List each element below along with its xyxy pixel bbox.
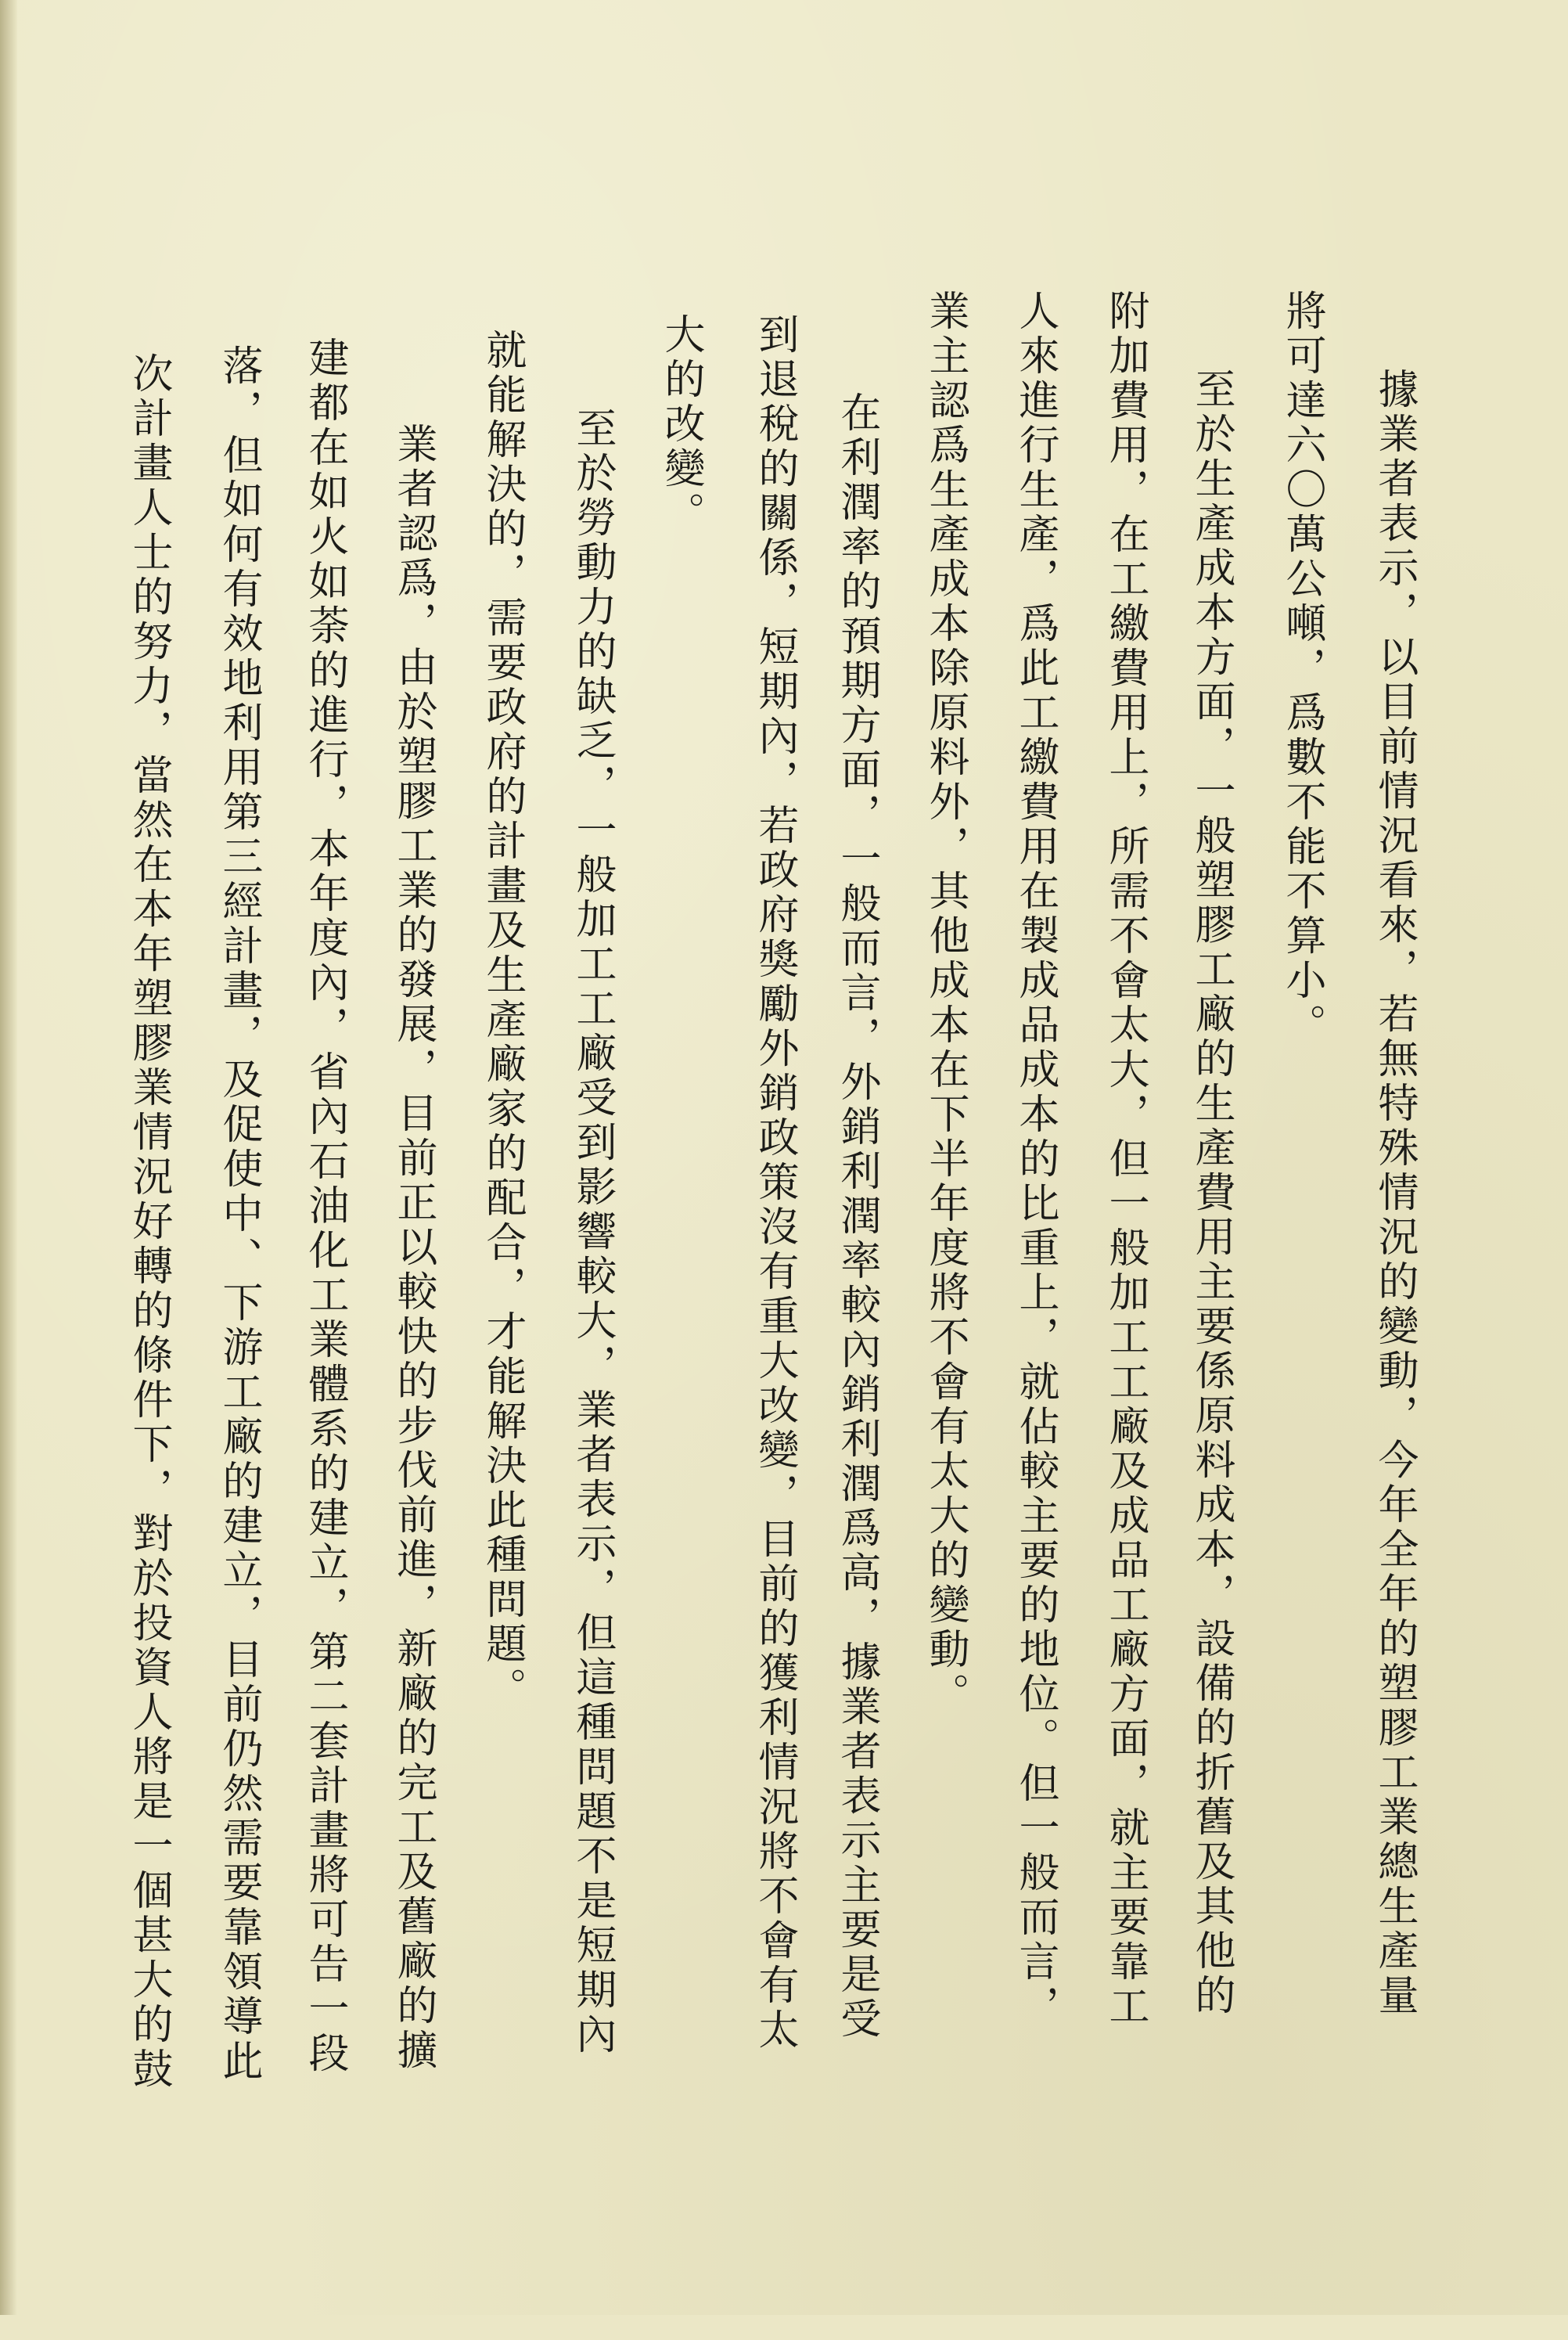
text-column-1: 據業者表示，以目前情況看來，若無特殊情況的變動，今年全年的塑膠工業總生產量 bbox=[1371, 368, 1418, 2018]
text-column-10: 至於勞動力的缺乏，一般加工工廠受到影響較大，業者表示，但這種問題不是短期內 bbox=[569, 407, 616, 2057]
text-column-8: 到退稅的關係，短期內，若政府獎勵外銷政策沒有重大改變，目前的獲利情況將不會有太 bbox=[751, 313, 798, 2053]
text-column-4: 附加費用，在工繳費用上，所需不會太大，但一般加工工廠及成品工廠方面，就主要靠工 bbox=[1102, 290, 1149, 2029]
text-column-14: 落，但如何有效地利用第三經計畫，及促使中、下游工廠的建立，目前仍然需要靠領導此 bbox=[215, 344, 262, 2084]
text-column-5: 人來進行生產，爲此工繳費用在製成品成本的比重上，就佔較主要的地位。但一般而言， bbox=[1012, 290, 1059, 2029]
text-column-3: 至於生產成本方面，一般塑膠工廠的生產費用主要係原料成本，設備的折舊及其他的 bbox=[1188, 368, 1235, 2018]
text-column-12: 業者認爲，由於塑膠工業的發展，目前正以較快的步伐前進，新廠的完工及舊廠的擴 bbox=[390, 423, 437, 2073]
text-column-9: 大的改變。 bbox=[657, 313, 704, 536]
text-column-13: 建都在如火如荼的進行，本年度內，省內石油化工業體系的建立，第二套計畫將可告一段 bbox=[301, 337, 348, 2076]
text-column-2: 將可達六〇萬公噸，爲數不能不算小。 bbox=[1278, 290, 1325, 1048]
text-column-15: 次計畫人士的努力，當然在本年塑膠業情況好轉的條件下，對於投資人將是一個甚大的鼓 bbox=[125, 352, 172, 2092]
text-column-6: 業主認爲生產成本除原料外，其他成本在下半年度將不會有太大的變動。 bbox=[922, 290, 969, 1717]
text-column-11: 就能解決的，需要政府的計畫及生產廠家的配合，才能解決此種問題。 bbox=[479, 329, 526, 1712]
page-binding-edge bbox=[0, 0, 17, 2315]
text-column-7: 在利潤率的預期方面，一般而言，外銷利潤率較內銷利潤爲高，據業者表示主要是受 bbox=[833, 391, 880, 2042]
